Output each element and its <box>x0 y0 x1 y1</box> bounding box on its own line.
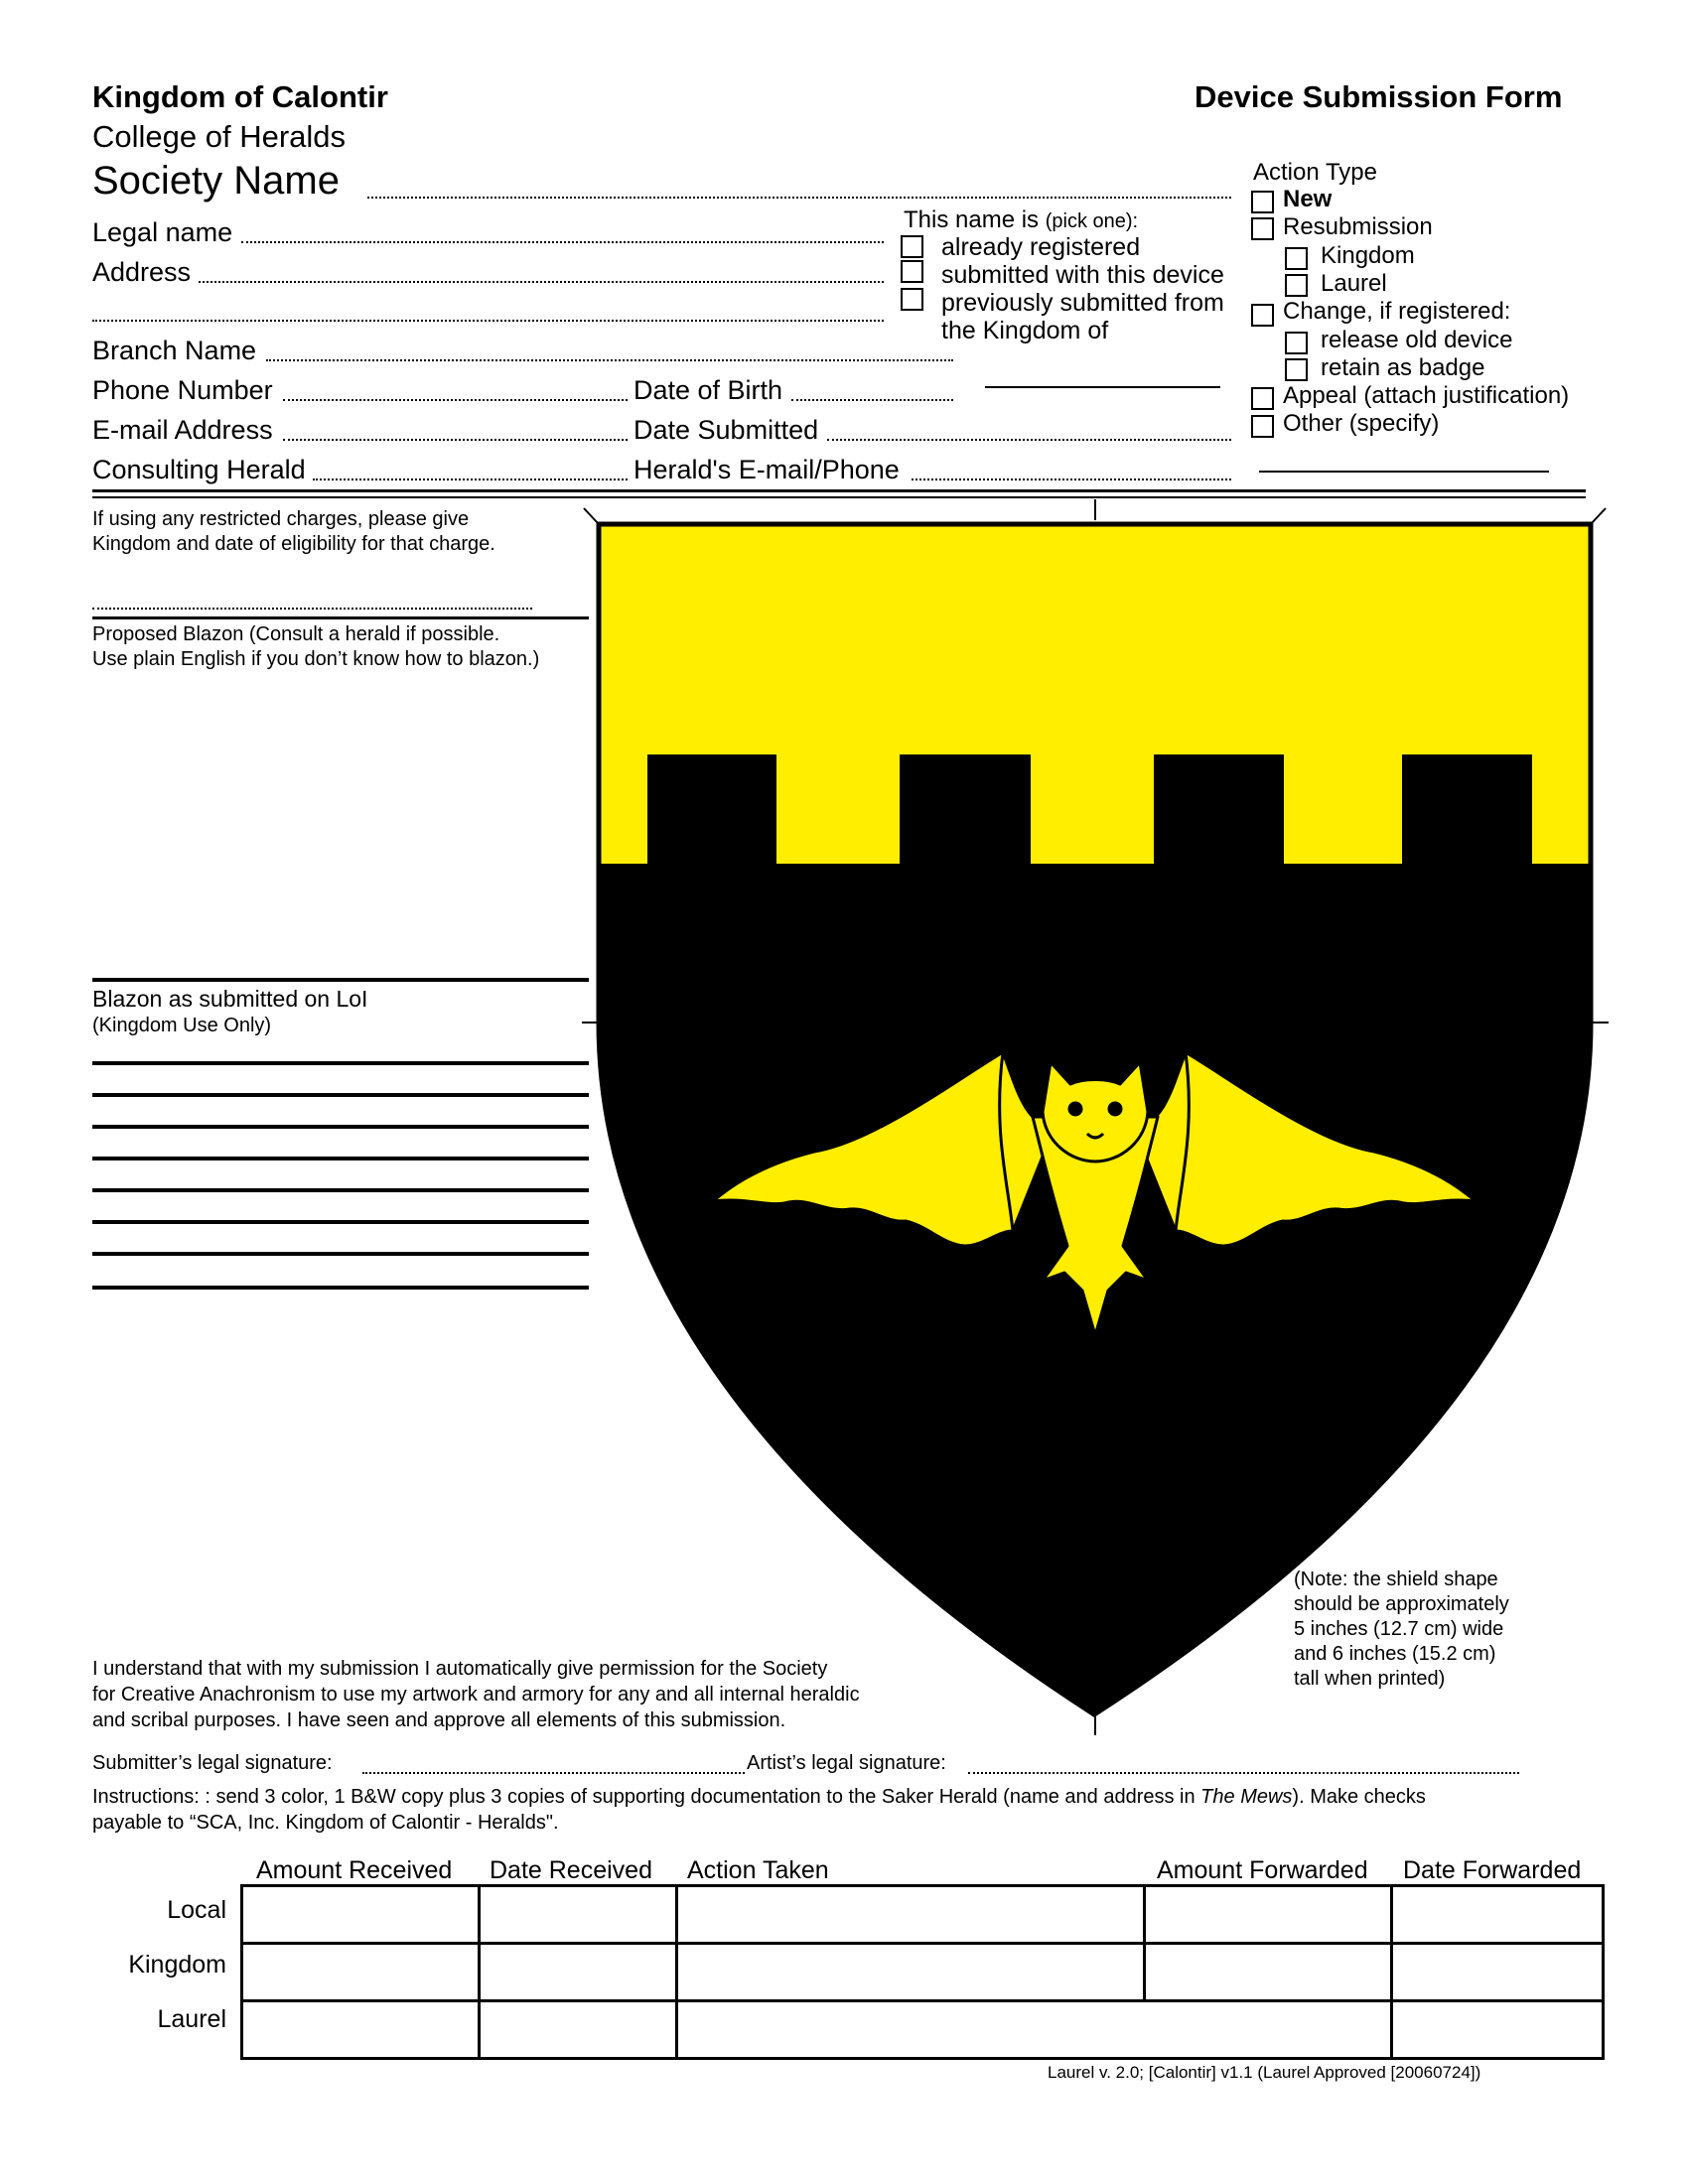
release-old-device-label: release old device <box>1321 327 1513 353</box>
shield-note-line: should be approximately <box>1294 1593 1509 1615</box>
artist-signature-label: Artist’s legal signature: <box>747 1752 946 1774</box>
row-header: Kingdom <box>128 1951 226 1979</box>
date-received-cell[interactable] <box>480 1886 677 1944</box>
other-label: Other (specify) <box>1283 410 1440 437</box>
name-status-option: previously submitted from <box>941 289 1224 317</box>
column-header: Date Received <box>490 1856 652 1884</box>
lol-blazon-note: (Kingdom Use Only) <box>92 1015 272 1036</box>
amount-forwarded-cell[interactable] <box>1145 1944 1392 2001</box>
row-header: Laurel <box>157 2005 226 2033</box>
retain-as-badge-label: retain as badge <box>1321 354 1485 381</box>
action-type-title: Action Type <box>1253 159 1377 186</box>
submitter-signature-label: Submitter’s legal signature: <box>92 1752 333 1774</box>
column-header: Date Forwarded <box>1403 1856 1582 1884</box>
consulting-herald-label: Consulting Herald <box>92 455 306 484</box>
laurel-label: Laurel <box>1321 270 1387 297</box>
branch-name-label: Branch Name <box>92 336 257 365</box>
artist-signature-line[interactable] <box>968 1772 1519 1774</box>
permission-text: I understand that with my submission I automatically give permission for the Society <box>92 1658 828 1680</box>
table-row <box>242 1886 1604 1944</box>
kingdom-title: Kingdom of Calontir <box>92 79 388 114</box>
change-label: Change, if registered: <box>1283 298 1511 325</box>
appeal-label: Appeal (attach justification) <box>1283 382 1570 409</box>
name-status-option: the Kingdom of <box>941 317 1109 344</box>
resubmission-label: Resubmission <box>1283 213 1433 240</box>
name-status-option: submitted with this device <box>941 261 1224 289</box>
permission-text: and scribal purposes. I have seen and approve all elements of this submission. <box>92 1709 786 1731</box>
date-forwarded-cell[interactable] <box>1392 2001 1604 2059</box>
shield-note-line: and 6 inches (15.2 cm) <box>1294 1643 1496 1665</box>
address-label: Address <box>92 257 192 287</box>
submitter-signature-line[interactable] <box>362 1772 745 1774</box>
table-row <box>242 2001 1604 2059</box>
name-status-title: This name is (pick one): <box>904 206 1139 233</box>
instructions-text: payable to “SCA, Inc. Kingdom of Calontir - Heralds". <box>92 1812 559 1834</box>
table-row <box>242 1944 1604 2001</box>
instructions-text: Instructions: : send 3 color, 1 B&W copy plus 3 copies of supporting documentation to the Saker Herald (name and address in The Mews). Make checks <box>92 1786 1426 1808</box>
lol-blazon-title: Blazon as submitted on LoI <box>92 986 368 1012</box>
herald-contact-label: Herald's E-mail/Phone <box>633 455 900 484</box>
permission-text: for Creative Anachronism to use my artwork and armory for any and all internal heraldic <box>92 1684 860 1706</box>
new-label: New <box>1283 186 1333 212</box>
amount-received-cell[interactable] <box>242 1886 480 1944</box>
date-received-cell[interactable] <box>480 2001 677 2059</box>
amount-forwarded-cell[interactable] <box>1145 1886 1392 1944</box>
row-header: Local <box>167 1896 226 1924</box>
version-footer: Laurel v. 2.0; [Calontir] v1.1 (Laurel Approved [20060724]) <box>1048 2063 1481 2082</box>
fee-table <box>240 1884 1605 2060</box>
proposed-blazon-note: Use plain English if you don’t know how to blazon.) <box>92 648 540 670</box>
college-title: College of Heralds <box>92 119 347 154</box>
proposed-blazon-title: Proposed Blazon (Consult a herald if possible. <box>92 623 500 645</box>
action-taken-cell[interactable] <box>677 2001 1392 2059</box>
date-received-cell[interactable] <box>480 1944 677 2001</box>
column-header: Amount Forwarded <box>1157 1856 1368 1884</box>
society-name-label: Society Name <box>92 159 340 203</box>
restricted-text: Kingdom and date of eligibility for that charge. <box>92 533 495 555</box>
shield-note-line: 5 inches (12.7 cm) wide <box>1294 1618 1504 1640</box>
legal-name-label: Legal name <box>92 217 233 247</box>
amount-received-cell[interactable] <box>242 2001 480 2059</box>
column-header: Amount Received <box>256 1856 453 1884</box>
shield-note-line: tall when printed) <box>1294 1668 1446 1690</box>
action-taken-cell[interactable] <box>677 1944 1145 2001</box>
phone-number-label: Phone Number <box>92 375 273 405</box>
amount-received-cell[interactable] <box>242 1944 480 2001</box>
shield-note-line: (Note: the shield shape <box>1294 1569 1498 1590</box>
form-title: Device Submission Form <box>1195 79 1563 114</box>
date-of-birth-label: Date of Birth <box>633 375 783 405</box>
email-address-label: E-mail Address <box>92 415 273 445</box>
restricted-text: If using any restricted charges, please give <box>92 508 470 530</box>
action-taken-cell[interactable] <box>677 1886 1145 1944</box>
date-submitted-label: Date Submitted <box>633 415 819 445</box>
column-header: Action Taken <box>687 1856 829 1884</box>
name-status-option: already registered <box>941 233 1141 261</box>
kingdom-label: Kingdom <box>1321 242 1415 269</box>
date-forwarded-cell[interactable] <box>1392 1944 1604 2001</box>
date-forwarded-cell[interactable] <box>1392 1886 1604 1944</box>
